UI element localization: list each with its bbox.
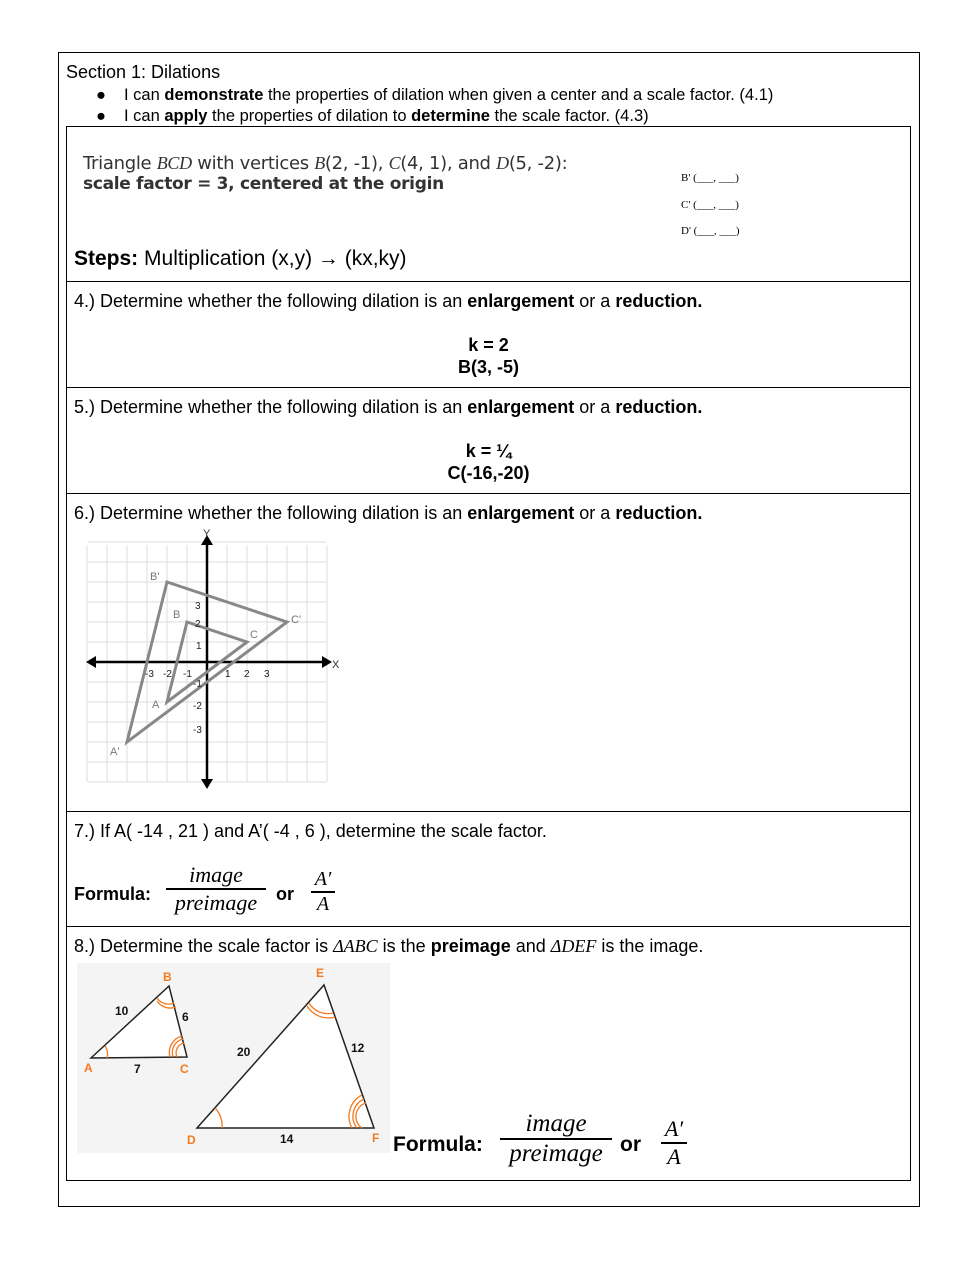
objective-2: ● I can apply the properties of dilation to determine the scale factor. (4.3) [96,107,649,125]
label-b-prime: B' [150,571,160,583]
blank-c-prime[interactable]: C' (___, ___) [681,199,739,211]
q8-formula-fraction: image preimage [500,1110,612,1168]
q5-k: k = ¼ [465,441,512,461]
svg-text:3: 3 [195,601,201,612]
dilation-graph [80,525,350,795]
svg-text:6: 6 [182,1010,189,1024]
similar-triangles-figure [77,963,390,1153]
svg-text:-1: -1 [183,669,192,680]
section-title: Section 1: Dilations [66,62,221,82]
label-a-prime: A' [110,746,120,758]
steps: Steps: Multiplication (x,y) → (kx,ky) [74,247,407,270]
svg-text:D: D [187,1133,196,1147]
svg-text:-3: -3 [193,725,202,736]
svg-text:12: 12 [351,1041,365,1055]
svg-text:A: A [84,1061,93,1075]
svg-text:1: 1 [196,641,202,652]
question-4: 4.) Determine whether the following dilation is an enlargement or a reduction. [74,291,703,311]
svg-text:C: C [180,1062,189,1076]
question-7: 7.) If A( -14 , 21 ) and A’( -4 , 6 ), determine the scale factor. [74,821,547,841]
svg-text:3: 3 [264,669,270,680]
svg-text:-2: -2 [163,669,172,680]
worksheet-page: Section 1: Dilations ● I can demonstrate the properties of dilation when given a center and a scale factor. (4.1) ● I can apply the properties of dilation to determine the scale factor. (4.3) Triangle BCD with vertices B(2, -1), C(4, 1), and D(5, -2): scale factor = 3, centered at the origin B' (___, ___) C' (___, ___) D' (___, ___) Steps: Multiplication (x,y) → (kx,ky) 4.) Determine whether the following dilation is an enlargement or a reduction. k = 2 B(3, -5) 5.) Determine whether the following dilation is an enlargement or a reduction. k = ¼ C(-16,-20) 6.) Determine whether the following dilation is an enlargement or a reduction. X Y B' B C C' A A' -3 -2 -1 1 2 3 3 2 1 -1 -2 -3 7.) If A( -14 , 21 ) and A’( -4 , 6 ), determine the scale factor. Formula: image preimage or $\frac{A'}{A}$ 8.) Determine the scale factor is ΔABC is the preimage and ΔDEF is the image. B A C E D F 10 6 7 20 12 14 Formula: image preimage or $\frac{A'}{A}$ [0,0,979,1266]
svg-text:7: 7 [134,1062,141,1076]
svg-text:E: E [316,966,325,980]
q4-point: B(3, -5) [457,357,519,377]
svg-text:-1: -1 [193,679,202,690]
example-problem: Triangle BCD with vertices B(2, -1), C(4, 1), and D(5, -2): scale factor = 3, centered at the origin [83,153,568,194]
q7-formula-fraction-2: $\frac{A'}{A}$ [311,868,335,916]
svg-text:2: 2 [195,619,201,630]
svg-text:2: 2 [244,669,250,680]
question-5: 5.) Determine whether the following dilation is an enlargement or a reduction. [74,397,703,417]
q7-formula-fraction: image preimage [166,862,266,916]
q4-k: k = 2 [468,335,509,355]
svg-text:-2: -2 [193,701,202,712]
q7-formula-label: Formula: [74,884,152,904]
q5-point: C(-16,-20) [447,463,530,483]
blank-d-prime[interactable]: D' (___, ___) [681,225,740,237]
label-c: C [250,629,258,641]
label-b: B [173,609,181,621]
q8-formula-fraction-2: $\frac{A'}{A}$ [661,1116,687,1170]
svg-text:10: 10 [115,1004,129,1018]
svg-text:20: 20 [237,1045,251,1059]
label-a: A [152,699,160,711]
svg-text:F: F [372,1131,380,1145]
question-6: 6.) Determine whether the following dilation is an enlargement or a reduction. [74,503,703,523]
q8-formula-label: Formula: [393,1133,483,1156]
svg-text:1: 1 [225,669,231,680]
blank-b-prime[interactable]: B' (___, ___) [681,172,739,184]
y-axis-label: Y [203,528,211,540]
x-axis-label: X [332,659,340,671]
objective-1: ● I can demonstrate the properties of dilation when given a center and a scale factor. (4.1) [96,86,774,104]
svg-text:14: 14 [280,1132,294,1146]
question-8: 8.) Determine the scale factor is ΔABC is the preimage and ΔDEF is the image. [74,936,704,956]
svg-text:-3: -3 [145,669,154,680]
label-c-prime: C' [291,614,302,626]
svg-text:B: B [163,970,172,984]
